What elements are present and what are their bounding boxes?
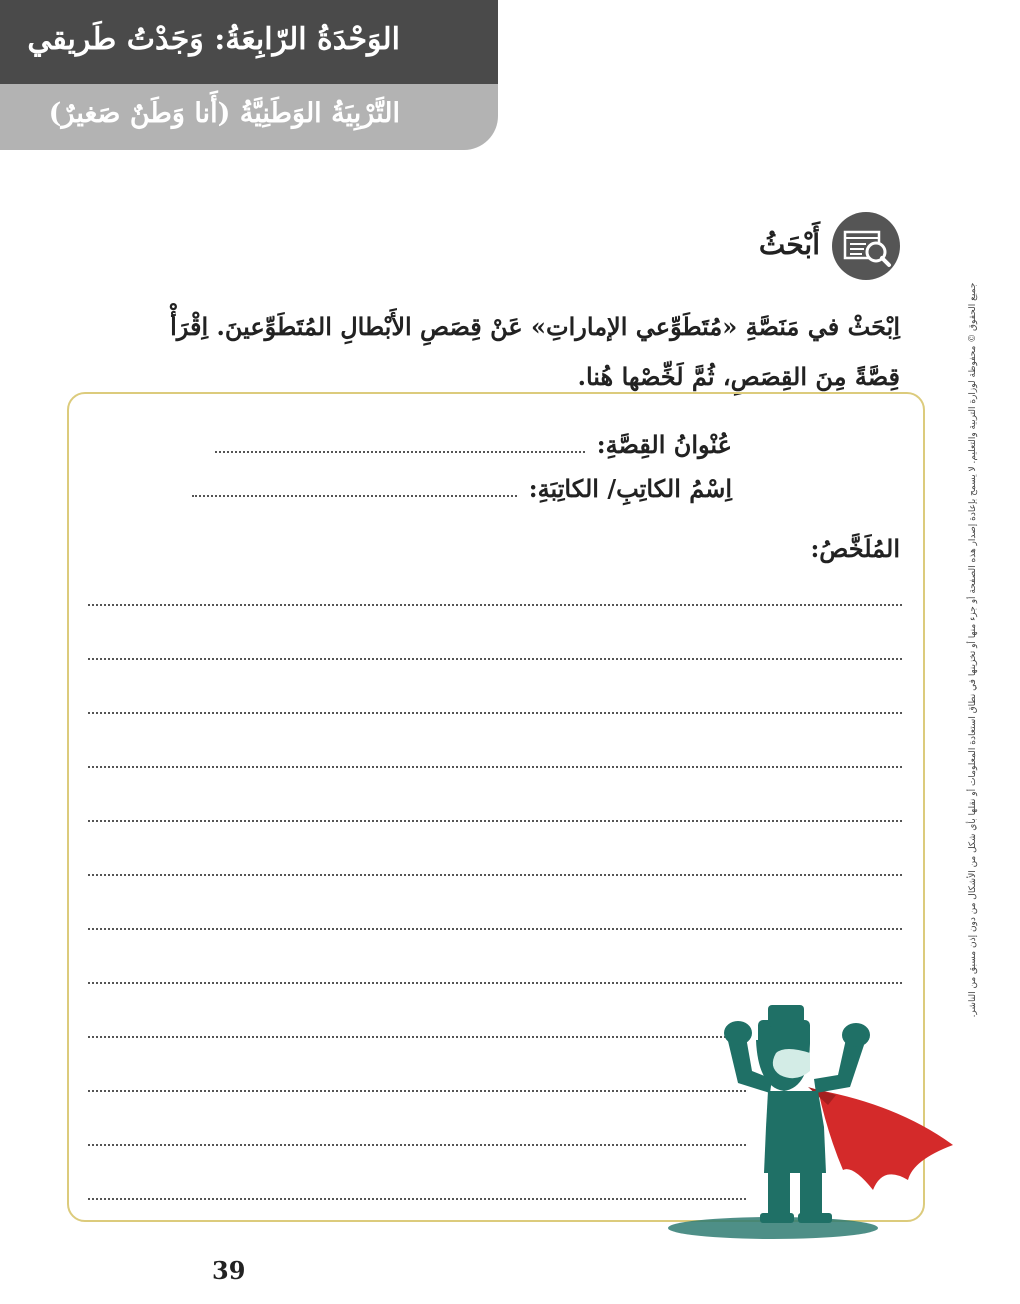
author-field[interactable] [192,474,732,503]
summary-line[interactable] [88,820,902,822]
story-title-label: عُنْوانُ القِصَّةِ: [596,430,732,459]
copyright-text: جميع الحقوق © محفوظة لوزارة التربية والتعليم. لا يسمح بإعادة إصدار هذه الصفحة أو جزء منها أو تخزينها في نطاق استعادة المعلومات أو نقلها بأي شكل من الأشكال من دون إذن مسبق من الناشر. [968,282,978,1018]
summary-line[interactable] [88,1198,746,1200]
story-title-input-line[interactable] [215,451,585,453]
summary-line[interactable] [88,928,902,930]
author-label: اِسْمُ الكاتِبِ/ الكاتِبَةِ: [528,474,732,503]
instruction-text: اِبْحَثْ في مَنَصَّةِ «مُتَطَوِّعي الإماراتِ» عَنْ قِصَصِ الأَبْطالِ المُتَطَوِّعينَ. اِقْرَأْ قِصَّةً مِنَ القِصَصِ، ثُمَّ لَخِّصْها هُنا. [170,312,900,391]
summary-line[interactable] [88,766,902,768]
summary-line[interactable] [88,604,902,606]
summary-line[interactable] [88,1090,746,1092]
page-number: 39 [212,1256,246,1285]
summary-line[interactable] [88,658,902,660]
summary-line[interactable] [88,982,902,984]
summary-label: المُلَخَّصُ: [810,534,900,563]
unit-title: الوَحْدَةُ الرّابِعَةُ: وَجَدْتُ طَريقي [27,22,400,57]
summary-line[interactable] [88,874,902,876]
summary-line[interactable] [88,1144,746,1146]
hero-cape [818,1090,953,1190]
research-search-icon [832,212,900,280]
author-input-line[interactable] [192,495,517,497]
copyright-note [963,282,983,1018]
summary-line[interactable] [88,1036,746,1038]
subject-title: التَّرْبِيَةُ الوَطَنِيَّةُ (أَنا وَطَنٌ صَغيرٌ) [48,98,400,129]
superhero-illustration [668,995,958,1245]
section-heading: أَبْحَثُ [758,228,820,261]
face-mask [773,1049,810,1078]
story-title-field[interactable] [215,430,732,459]
summary-line[interactable] [88,712,902,714]
